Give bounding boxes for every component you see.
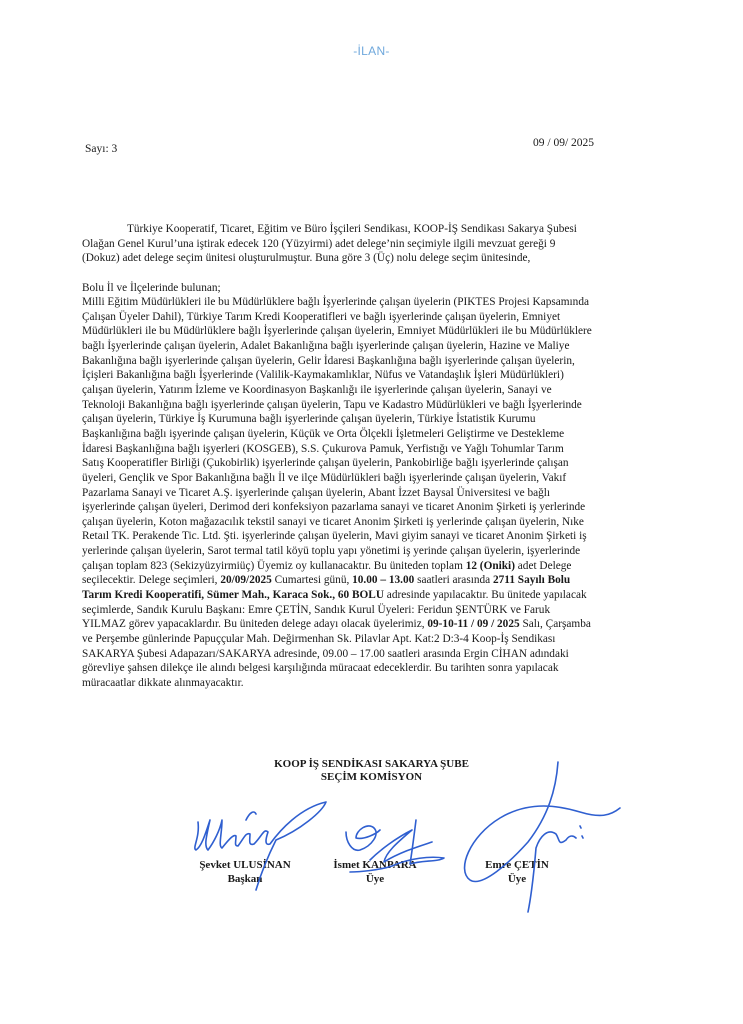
body-line	[82, 412, 682, 427]
body-line	[82, 573, 682, 588]
body-text: Olağan Genel Kurul’una iştirak edecek 120 (Yüzyirmi) adet delege’nin seçimiyle ilgili mevzuat gereği 9	[82, 237, 556, 250]
signer-name: İsmet KANPARA	[333, 859, 417, 871]
body-line	[82, 515, 682, 530]
body-line	[82, 339, 682, 354]
body-text: seçimlerde, Sandık Kurulu Başkanı: Emre ÇETİN, Sandık Kurul Üyeleri: Feridun ŞENTÜRK ve Faruk	[82, 603, 551, 616]
signer-role: Üye	[365, 873, 385, 885]
body-line	[82, 617, 682, 632]
body-line	[82, 222, 682, 237]
body-line	[82, 354, 682, 369]
signer-name: Emre ÇETİN	[485, 859, 549, 871]
body-text: yerlerinde çalışan üyelerin, Sarot termal tatil köyü toplu yapı yönetimi iş yerinde çalışan üyelerin, işyerlerinde	[82, 545, 581, 558]
body-line	[82, 251, 682, 266]
signer-role: Üye	[507, 873, 527, 885]
body-text: çalışan üyelerin, Türkiye İş Kurumuna bağlı işyerlerinde çalışan üyelerin, Türkiye İstatistik Kurumu	[82, 413, 536, 426]
commission-line-1: KOOP İŞ SENDİKASI SAKARYA ŞUBE	[274, 758, 469, 770]
body-line	[82, 544, 682, 559]
emphasis-text: Tarım Kredi Kooperatifi, Sümer Mah., Karaca Sok., 60 BOLU	[82, 589, 384, 602]
body-line	[82, 559, 682, 574]
body-text: İçişleri Bakanlığına bağlı İşyerlerinde (Valilik-Kaymakamlıklar, Nüfus ve Vatandaşlık İşleri Müdürlükleri)	[82, 369, 564, 382]
body-text: adresinde yapılacaktır. Bu ünitede yapılacak	[383, 589, 587, 602]
body-text: Pazarlama Sanayi ve Ticaret A.Ş. işyerlerinde çalışan üyelerin, Abant İzzet Baysal Üniversitesi ve bağlı	[82, 486, 551, 499]
body-line	[82, 486, 682, 501]
signer-member-1	[300, 858, 450, 886]
announcement-body	[82, 222, 682, 691]
document-date: 09 / 09/ 2025	[533, 137, 595, 149]
body-line	[82, 442, 682, 457]
paragraph-gap	[82, 266, 682, 281]
signature-member-2	[465, 762, 620, 912]
body-line	[82, 661, 682, 676]
body-line	[82, 427, 682, 442]
body-text: çalışan üyelerin, Yatırım İzleme ve Koordinasyon Başkanlığı ile işyerlerinde çalışan üyelerin, Sanayi ve	[82, 384, 552, 397]
body-line	[82, 603, 682, 618]
body-line	[82, 383, 682, 398]
body-text: ve Perşembe günlerinde Papuççular Mah. Değirmenhan Sk. Pilavlar Apt. Kat:2 D:3-4 Koop-İş Sendikası	[82, 632, 556, 645]
body-text: Satış Kooperatifler Birliği (Çukobirlik) işyerlerinde çalışan üyelerin, Pankobirliğe bağlı işyerlerinde çalışan	[82, 457, 569, 470]
body-line	[82, 456, 682, 471]
body-line	[82, 647, 682, 662]
signer-name: Şevket ULUSİNAN	[199, 859, 291, 871]
body-text: Müdürlükleri ile bu Müdürlüklere bağlı İşyerlerinde çalışan üyelerin, Emniyet Müdürlükleri ile bu Müdürlüklere	[82, 325, 592, 338]
body-text: SAKARYA Şubesi Adapazarı/SAKARYA adresinde, 09.00 – 17.00 saatleri arasında Ergin CİHAN adındaki	[82, 647, 569, 660]
body-text: Milli Eğitim Müdürlükleri ile bu Müdürlüklere bağlı İşyerlerinde çalışan üyelerin (PIKTES Projesi Kapsamında	[82, 296, 589, 309]
body-line	[82, 500, 682, 515]
body-text: saatleri arasında	[414, 574, 493, 587]
signer-role: Başkan	[227, 873, 263, 885]
emphasis-text: 10.00 – 13.00	[352, 574, 415, 587]
emphasis-text: 09-10-11 / 09 / 2025	[427, 618, 520, 631]
signer-chairman	[170, 858, 320, 886]
body-line	[82, 471, 682, 486]
body-text: bağlı İşyerlerinde çalışan üyelerin, Adalet Bakanlığına bağlı işyerlerinde çalışan üyelerin, Hazine ve Maliye	[82, 340, 570, 353]
body-text: müracaatlar dikkate alınmayacaktır.	[82, 676, 244, 689]
body-text: Başkanlığına bağlı işyerinde çalışan üyelerin, Küçük ve Orta Ölçekli İşletmeleri Geliştirme ve Destekleme	[82, 427, 565, 440]
body-line	[82, 310, 682, 325]
body-line	[82, 588, 682, 603]
body-line	[82, 632, 682, 647]
body-text: Cumartesi günü,	[271, 574, 353, 587]
signer-member-2	[442, 858, 592, 886]
body-text: İdaresi Başkanlığına bağlı işyerleri (KOSGEB), S.S. Çukurova Pamuk, Yerfistığı ve Yağlı Tohumlar Tarım	[82, 442, 564, 455]
body-text: (Dokuz) adet delege seçim ünitesi oluşturulmuştur. Buna göre 3 (Üç) nolu delege seçim ünitesinde,	[82, 252, 531, 265]
body-text: Türkiye Kooperatif, Ticaret, Eğitim ve Büro İşçileri Sendikası, KOOP-İŞ Sendikası Sakarya Şubesi	[127, 223, 577, 235]
body-line	[82, 237, 682, 252]
body-text: Çalışan Üyeler Dahil), Türkiye Tarım Kredi Kooperatifleri ve bağlı işyerlerinde çalışan üyelerin, Emniyet	[82, 310, 561, 323]
document-title: -İLAN-	[353, 44, 390, 58]
body-text: adet Delege	[514, 559, 572, 572]
body-text: Salı, Çarşamba	[519, 618, 591, 631]
body-text: işyerlerinde çalışan üyeleri, Derimod deri konfeksiyon pazarlama sanayi ve ticaret Anonim Şirketi iş yerlerinde	[82, 501, 586, 514]
body-text: Bakanlığına bağlı işyerlerinde çalışan üyelerin, Gelir İdaresi Başkanlığına bağlı işyerlerinde çalışan üyelerin,	[82, 354, 575, 367]
body-text: çalışan üyelerin, Koton mağazacılık tekstil sanayi ve ticaret Anonim Şirketi iş yerlerinde çalışan üyelerin, Nıke	[82, 515, 584, 528]
body-line	[82, 398, 682, 413]
body-text: Teknoloji Bakanlığına bağlı işyerlerinde çalışan üyelerin, Tapu ve Kadastro Müdürlükleri ve bağlı İşyerlerinde	[82, 398, 582, 411]
body-line	[82, 676, 682, 691]
body-line	[82, 324, 682, 339]
body-text: görevliye şahsen dilekçe ile alındı belgesi karşılığında müracaat edeceklerdir. Bu tarihten sonra yapılacak	[82, 662, 559, 675]
document-number: Sayı: 3	[85, 143, 118, 155]
body-text: seçilecektir. Delege seçimleri,	[82, 574, 221, 587]
body-line	[82, 295, 682, 310]
body-text: YILMAZ görev yapacaklardır. Bu üniteden delege adayı olacak üyelerimiz,	[82, 618, 428, 631]
body-line	[82, 368, 682, 383]
emphasis-text: 2711 Sayılı Bolu	[493, 574, 571, 587]
emphasis-text: 20/09/2025	[220, 574, 272, 587]
body-text: Bolu İl ve İlçelerinde bulunan;	[82, 281, 221, 294]
body-text: Retaıl TK. Perakende Tic. Ltd. Şti. işyerlerinde çalışan üyelerin, Mavi giyim sanayi ve ticaret Anonim Şirketi iş	[82, 530, 587, 543]
body-line	[82, 281, 682, 296]
body-line	[82, 529, 682, 544]
emphasis-text: 12 (Oniki)	[465, 559, 515, 572]
body-text: çalışan toplam 823 (Sekizyüzyirmiüç) Üyemiz oy kullanacaktır. Bu üniteden toplam	[82, 559, 466, 572]
body-text: üyeleri, Gençlik ve Spor Bakanlığına bağlı İl ve ilçe Müdürlükleri bağlı işyerlerinde çalışan üyelerin, Vakıf	[82, 471, 567, 484]
commission-line-2: SEÇİM KOMİSYON	[320, 771, 423, 783]
commission-heading	[0, 758, 743, 784]
